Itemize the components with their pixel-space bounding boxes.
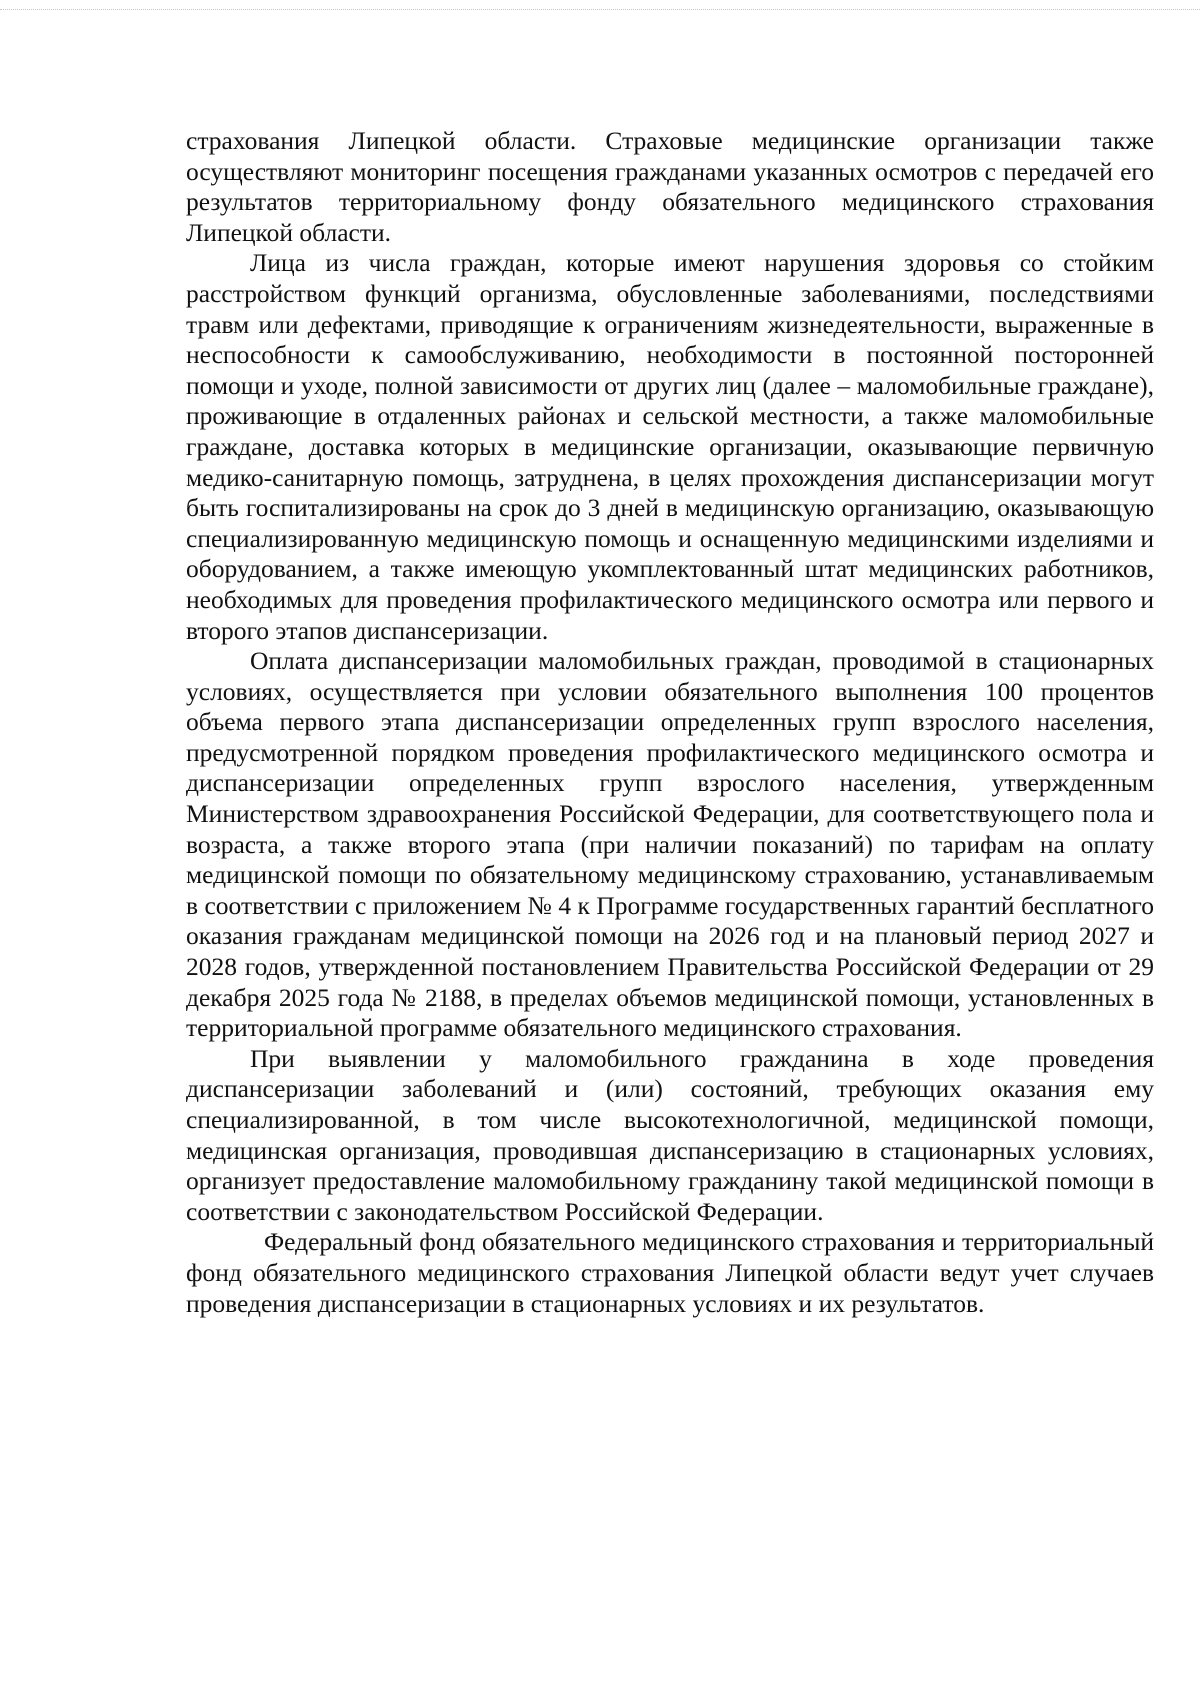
paragraph-payment-conditions: Оплата диспансеризации маломобильных граждан, проводимой в стационарных условиях, осуществляется при условии обязательного выполнения 100 процентов объема первого этапа диспансеризации определенных групп взрослого населения, предусмотренной порядком проведения профилактического медицинского осмотра и диспансеризации определенных групп взрослого населения, утвержденным Министерством здравоохранения Российской Федерации, для соответствующего пола и возраста, а также второго этапа (при наличии показаний) по тарифам на оплату медицинской помощи по обязательному медицинскому страхованию, устанавливаемым в соответствии с приложением № 4 к Программе государственных гарантий бесплатного оказания гражданам медицинской помощи на 2026 год и на плановый период 2027 и 2028 годов, утвержденной постановлением Правительства Российской Федерации от 29 декабря 2025 года № 2188, в пределах объемов медицинской помощи, установленных в территориальной программе обязательного медицинского страхования.: [186, 646, 1154, 1043]
page-top-edge-divider: [0, 9, 1200, 10]
paragraph-accounting-of-cases: Федеральный фонд обязательного медицинского страхования и территориальный фонд обязательного медицинского страхования Липецкой области ведут учет случаев проведения диспансеризации в стационарных условиях и их результатов.: [186, 1227, 1154, 1318]
document-body: [186, 126, 1154, 1319]
paragraph-specialized-care: При выявлении у маломобильного гражданина в ходе проведения диспансеризации заболеваний и (или) состояний, требующих оказания ему специализированной, в том числе высокотехнологичной, медицинской помощи, медицинская организация, проводившая диспансеризацию в стационарных условиях, организует предоставление маломобильному гражданину такой медицинской помощи в соответствии с законодательством Российской Федерации.: [186, 1043, 1154, 1226]
paragraph-low-mobility-hospitalization: Лица из числа граждан, которые имеют нарушения здоровья со стойким расстройством функций организма, обусловленные заболеваниями, последствиями травм или дефектами, приводящие к ограничениям жизнедеятельности, выраженные в неспособности к самообслуживанию, необходимости в постоянной посторонней помощи и уходе, полной зависимости от других лиц (далее – маломобильные граждане), проживающие в отдаленных районах и сельской местности, а также маломобильные граждане, доставка которых в медицинские организации, оказывающие первичную медико-санитарную помощь, затруднена, в целях прохождения диспансеризации могут быть госпитализированы на срок до 3 дней в медицинскую организацию, оказывающую специализированную медицинскую помощь и оснащенную медицинскими изделиями и оборудованием, а также имеющую укомплектованный штат медицинских работников, необходимых для проведения профилактического медицинского осмотра или первого и второго этапов диспансеризации.: [186, 248, 1154, 645]
paragraph-continuation: страхования Липецкой области. Страховые медицинские организации также осуществляют мониторинг посещения гражданами указанных осмотров с передачей его результатов территориальному фонду обязательного медицинского страхования Липецкой области.: [186, 126, 1154, 247]
